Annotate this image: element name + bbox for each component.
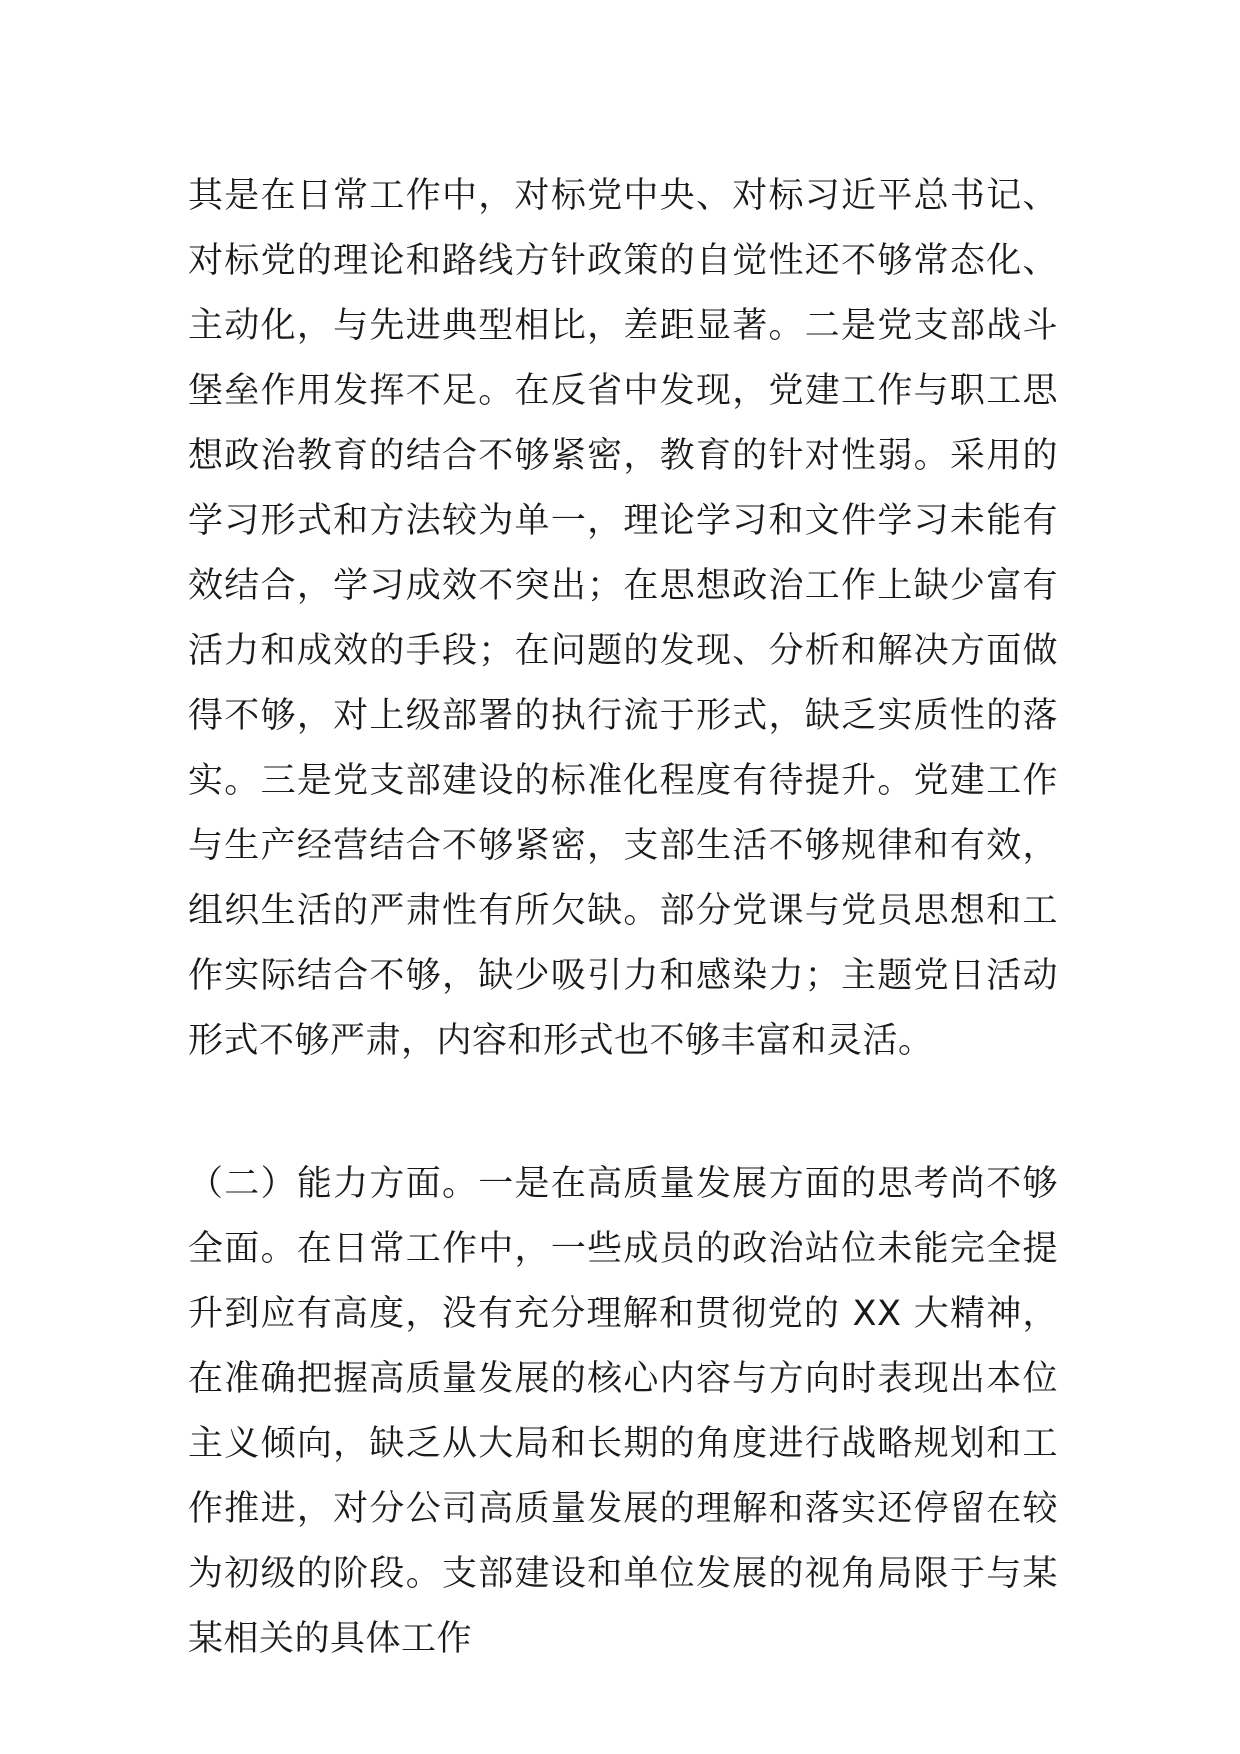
- body-paragraph-2: （二）能力方面。一是在高质量发展方面的思考尚不够全面。在日常工作中，一些成员的政治站位未能完全提升到应有高度，没有充分理解和贯彻党的 XX 大精神，在准确把握高质量发展的核心内容与方向时表现出本位主义倾向，缺乏从大局和长期的角度进行战略规划和工作推进，对分公司高质量发展的理解和落实还停留在较为初级的阶段。支部建设和单位发展的视角局限于与某某相关的具体工作: [188, 1164, 1058, 1659]
- body-paragraph-1: 其是在日常工作中，对标党中央、对标习近平总书记、对标党的理论和路线方针政策的自觉性还不够常态化、主动化，与先进典型相比，差距显著。二是党支部战斗堡垒作用发挥不足。在反省中发现，党建工作与职工思想政治教育的结合不够紧密，教育的针对性弱。采用的学习形式和方法较为单一，理论学习和文件学习未能有效结合，学习成效不突出；在思想政治工作上缺少富有活力和成效的手段；在问题的发现、分析和解决方面做得不够，对上级部署的执行流于形式，缺乏实质性的落实。三是党支部建设的标准化程度有待提升。党建工作与生产经营结合不够紧密，支部生活不够规律和有效，组织生活的严肃性有所欠缺。部分党课与党员思想和工作实际结合不够，缺少吸引力和感染力；主题党日活动形式不够严肃，内容和形式也不够丰富和灵活。: [188, 176, 1058, 1061]
